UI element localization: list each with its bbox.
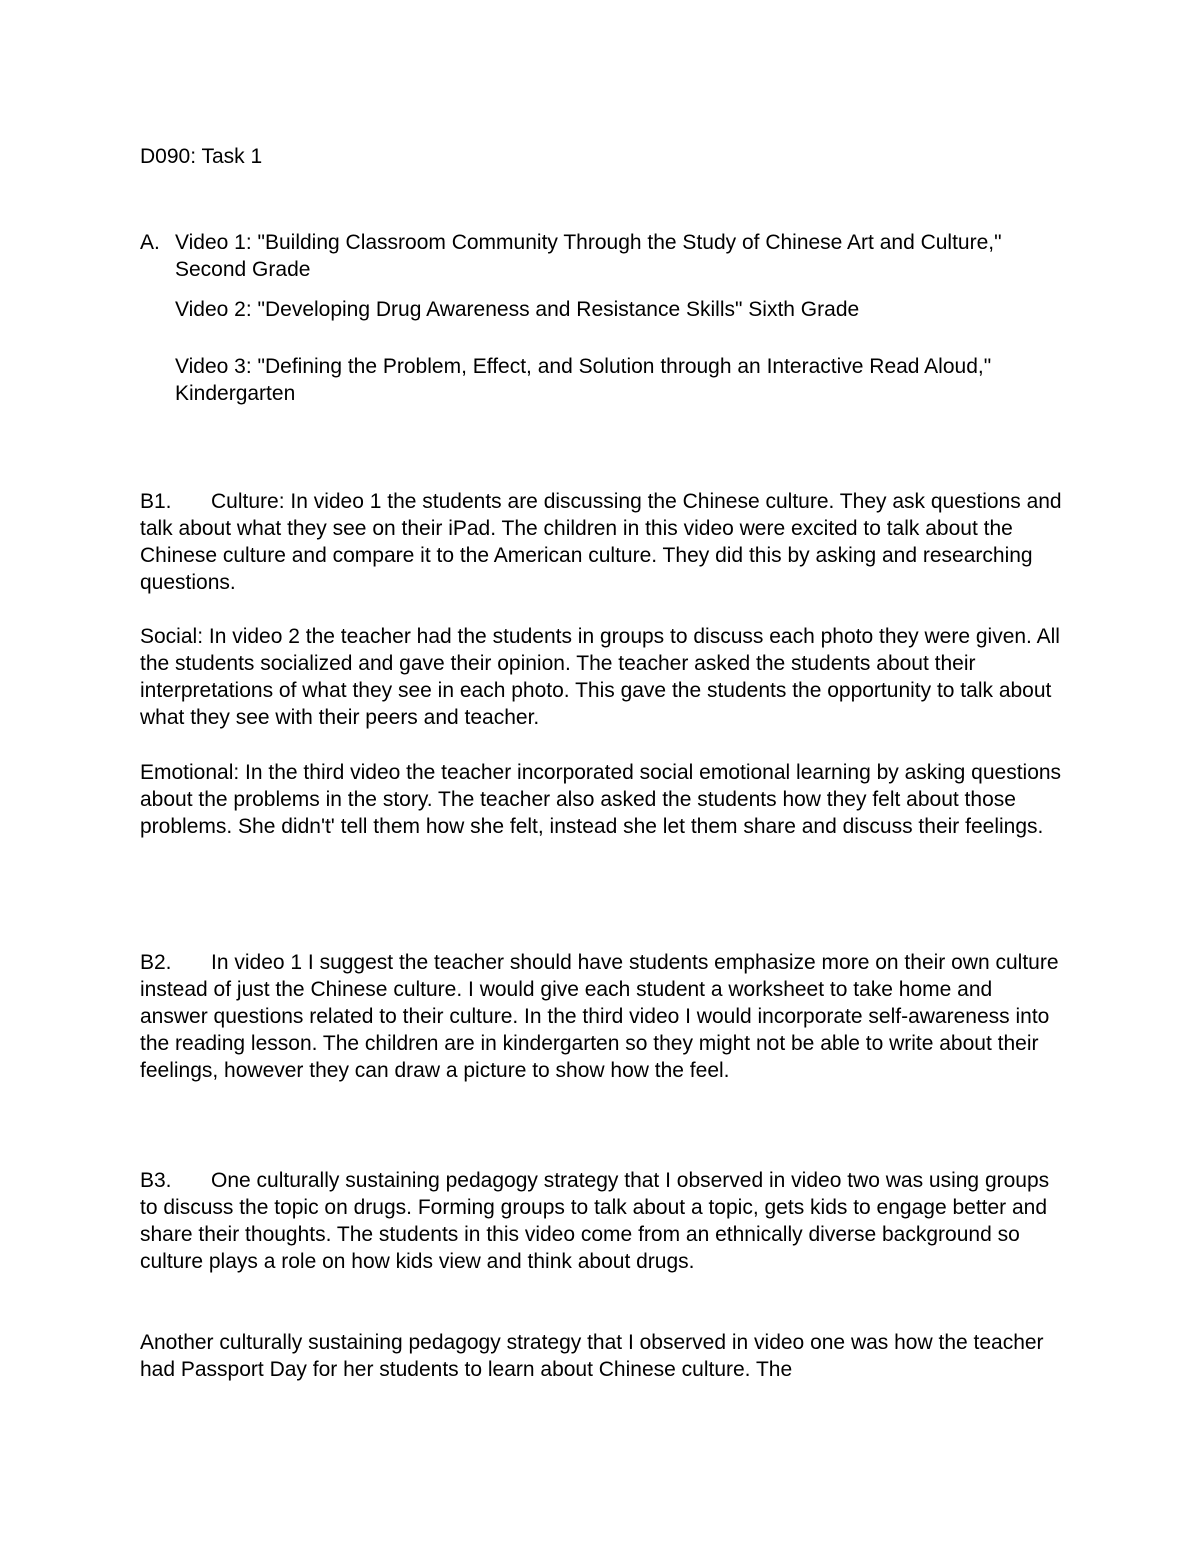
b1-social-paragraph: Social: In video 2 the teacher had the students in groups to discuss each photo they were given. All the students socialized and gave their opinion. The teacher asked the students about their interpretations of what they see in each photo. This gave the students the opportunity to talk about what they see with their peers and teacher.: [140, 625, 1060, 729]
b3-text: One culturally sustaining pedagogy strategy that I observed in video two was using groups to discuss the topic on drugs. Forming groups to talk about a topic, gets kids to engage better and share their thoughts. The students in this video come from an ethnically diverse background so culture plays a role on how kids view and think about drugs.: [140, 1169, 1050, 1273]
b3-second-paragraph: Another culturally sustaining pedagogy strategy that I observed in video one was how the teacher had Passport Day for her students to learn about Chinese culture. The: [140, 1331, 1044, 1381]
b1-culture-text: Culture: In video 1 the students are discussing the Chinese culture. They ask questions and talk about what they see on their iPad. The children in this video were excited to talk about the Chinese culture and compare it to the American culture. They did this by asking and researching questions.: [140, 490, 1062, 594]
video-1-entry: Video 1: "Building Classroom Community Through the Study of Chinese Art and Culture," Second Grade: [175, 231, 1002, 281]
b1-emotional-paragraph: Emotional: In the third video the teacher incorporated social emotional learning by asking questions about the problems in the story. The teacher also asked the students how they felt about those problems. She didn't' tell them how she felt, instead she let them share and discuss their feelings.: [140, 761, 1062, 838]
video-3-entry: Video 3: "Defining the Problem, Effect, and Solution through an Interactive Read Aloud," Kindergarten: [175, 355, 992, 405]
b2-paragraph: [140, 949, 1065, 1084]
b2-label: B2.: [140, 951, 172, 974]
b3-paragraph: [140, 1167, 1065, 1275]
video-2-entry: Video 2: "Developing Drug Awareness and Resistance Skills" Sixth Grade: [175, 298, 860, 321]
document-title: D090: Task 1: [140, 145, 263, 168]
b1-label: B1.: [140, 490, 172, 513]
section-a-letter: A.: [140, 231, 160, 254]
b3-label: B3.: [140, 1169, 172, 1192]
b2-text: In video 1 I suggest the teacher should have students emphasize more on their own culture instead of just the Chinese culture. I would give each student a worksheet to take home and answer questions related to their culture. In the third video I would incorporate self-awareness into the reading lesson. The children are in kindergarten so they might not be able to write about their feelings, however they can draw a picture to show how the feel.: [140, 951, 1059, 1082]
b1-culture-paragraph: [140, 488, 1065, 596]
